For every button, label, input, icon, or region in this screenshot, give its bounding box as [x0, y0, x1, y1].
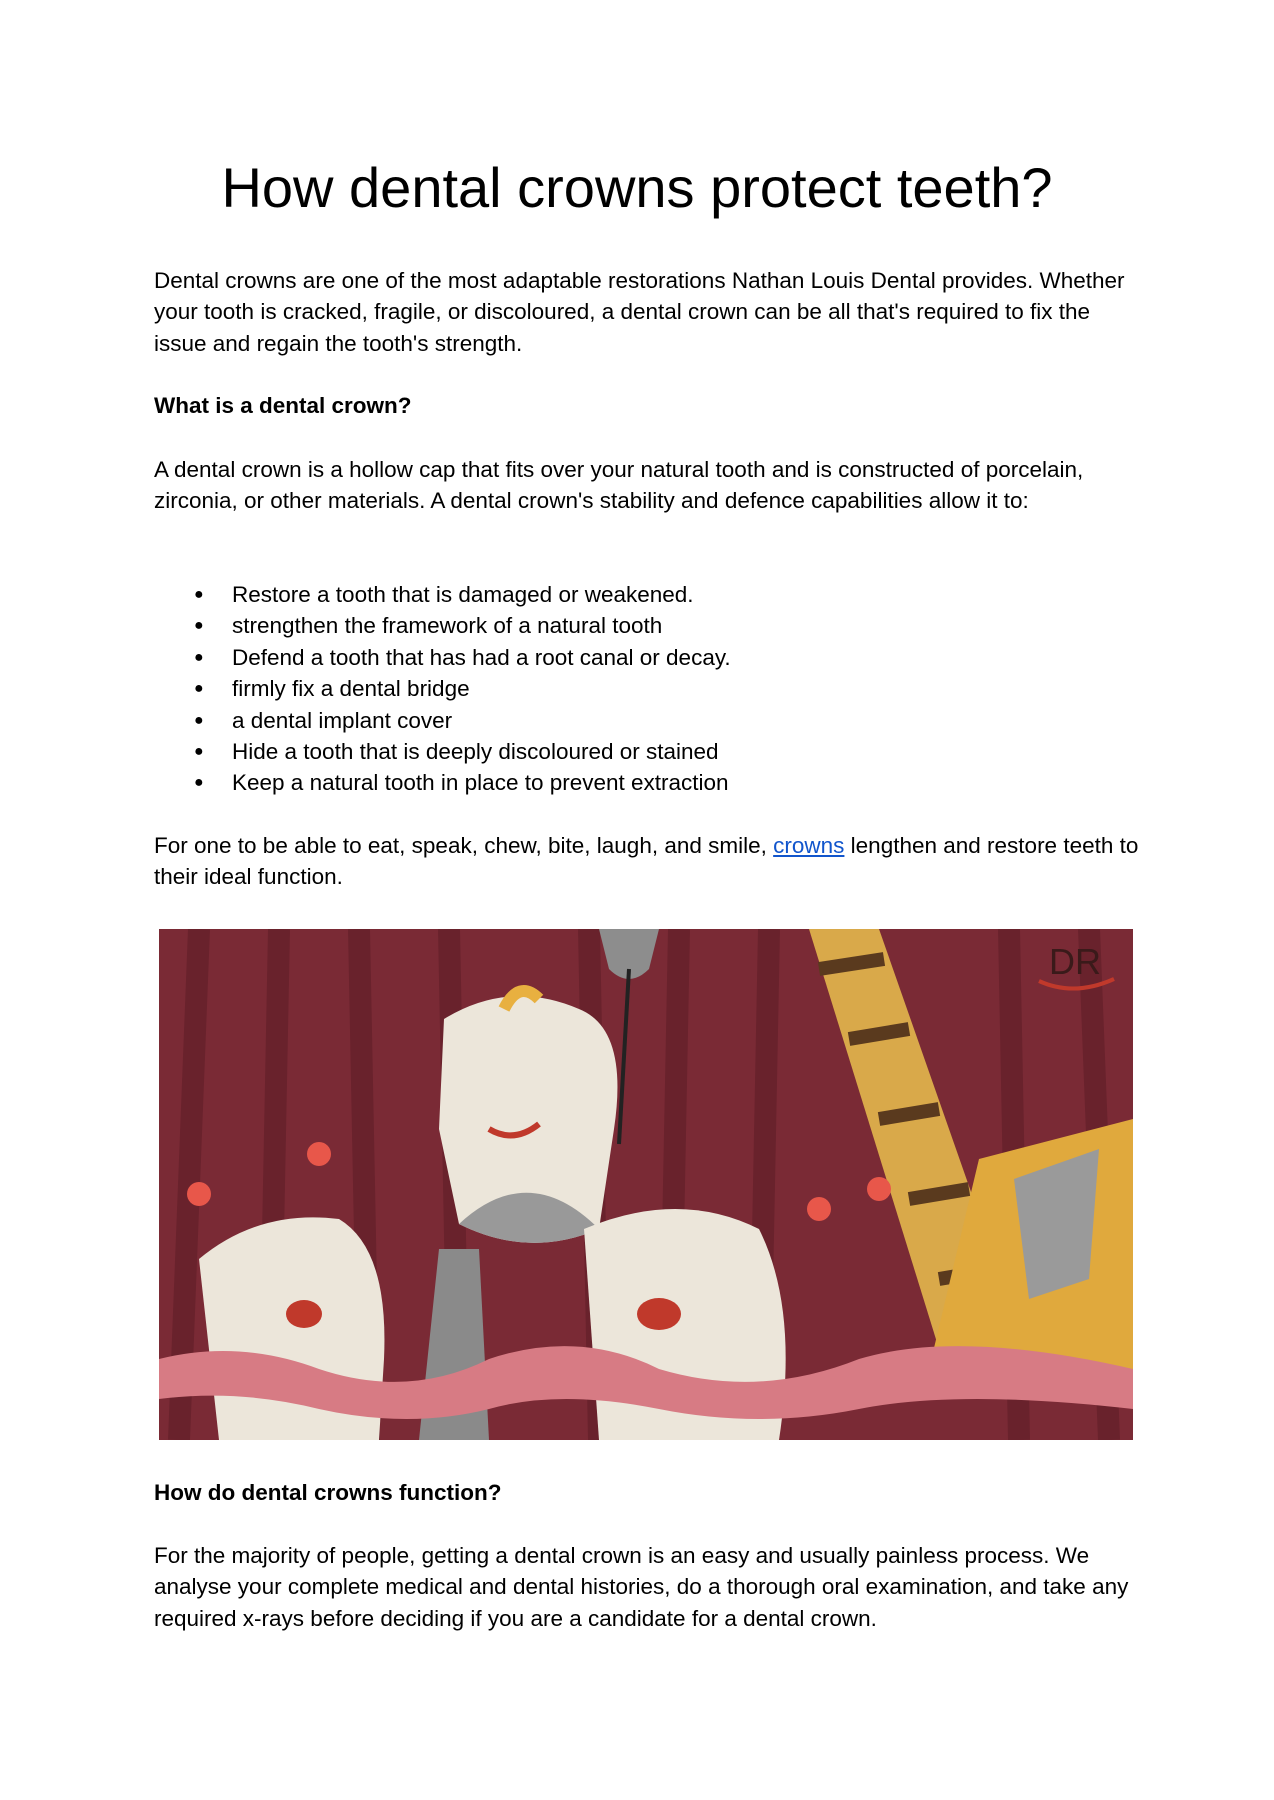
list-item: ● strengthen the framework of a natural tooth	[154, 610, 731, 641]
list-item: ● Defend a tooth that has had a root canal or decay.	[154, 642, 731, 673]
function-paragraph	[154, 830, 1144, 893]
list-item: ● firmly fix a dental bridge	[154, 673, 731, 704]
dr-logo: DR	[1049, 941, 1101, 982]
list-item: ● a dental implant cover	[154, 705, 731, 736]
intro-paragraph: Dental crowns are one of the most adaptable restorations Nathan Louis Dental provides. Whether your tooth is cracked, fragile, or discoloured, a dental crown can be all that's required to fix the issue and regain the tooth's strength.	[154, 268, 1125, 356]
section-heading-what-is: What is a dental crown?	[154, 393, 412, 418]
list-item: ● Hide a tooth that is deeply discoloured or stained	[154, 736, 731, 767]
crown-character-icon	[439, 991, 617, 1243]
crowns-link[interactable]: crowns	[773, 833, 845, 858]
benefits-list	[154, 579, 731, 799]
text: For one to be able to eat, speak, chew, bite, laugh, and smile,	[154, 833, 774, 858]
process-paragraph: For the majority of people, getting a dental crown is an easy and usually painless process. We analyse your complete medical and dental histories, do a thorough oral examination, and take any required x-rays before deciding if you are a candidate for a dental crown.	[154, 1543, 1129, 1631]
dental-crown-illustration	[159, 929, 1133, 1440]
text: lengthen and restore teeth to their ideal function.	[154, 833, 1139, 890]
list-item: ● Restore a tooth that is damaged or weakened.	[154, 579, 731, 610]
definition-paragraph: A dental crown is a hollow cap that fits over your natural tooth and is constructed of porcelain, zirconia, or other materials. A dental crown's stability and defence capabilities allow it to:	[154, 457, 1084, 514]
list-item: ● Keep a natural tooth in place to prevent extraction	[154, 767, 731, 798]
page-title: How dental crowns protect teeth?	[221, 156, 1053, 219]
section-heading-how-function: How do dental crowns function?	[154, 1480, 502, 1505]
